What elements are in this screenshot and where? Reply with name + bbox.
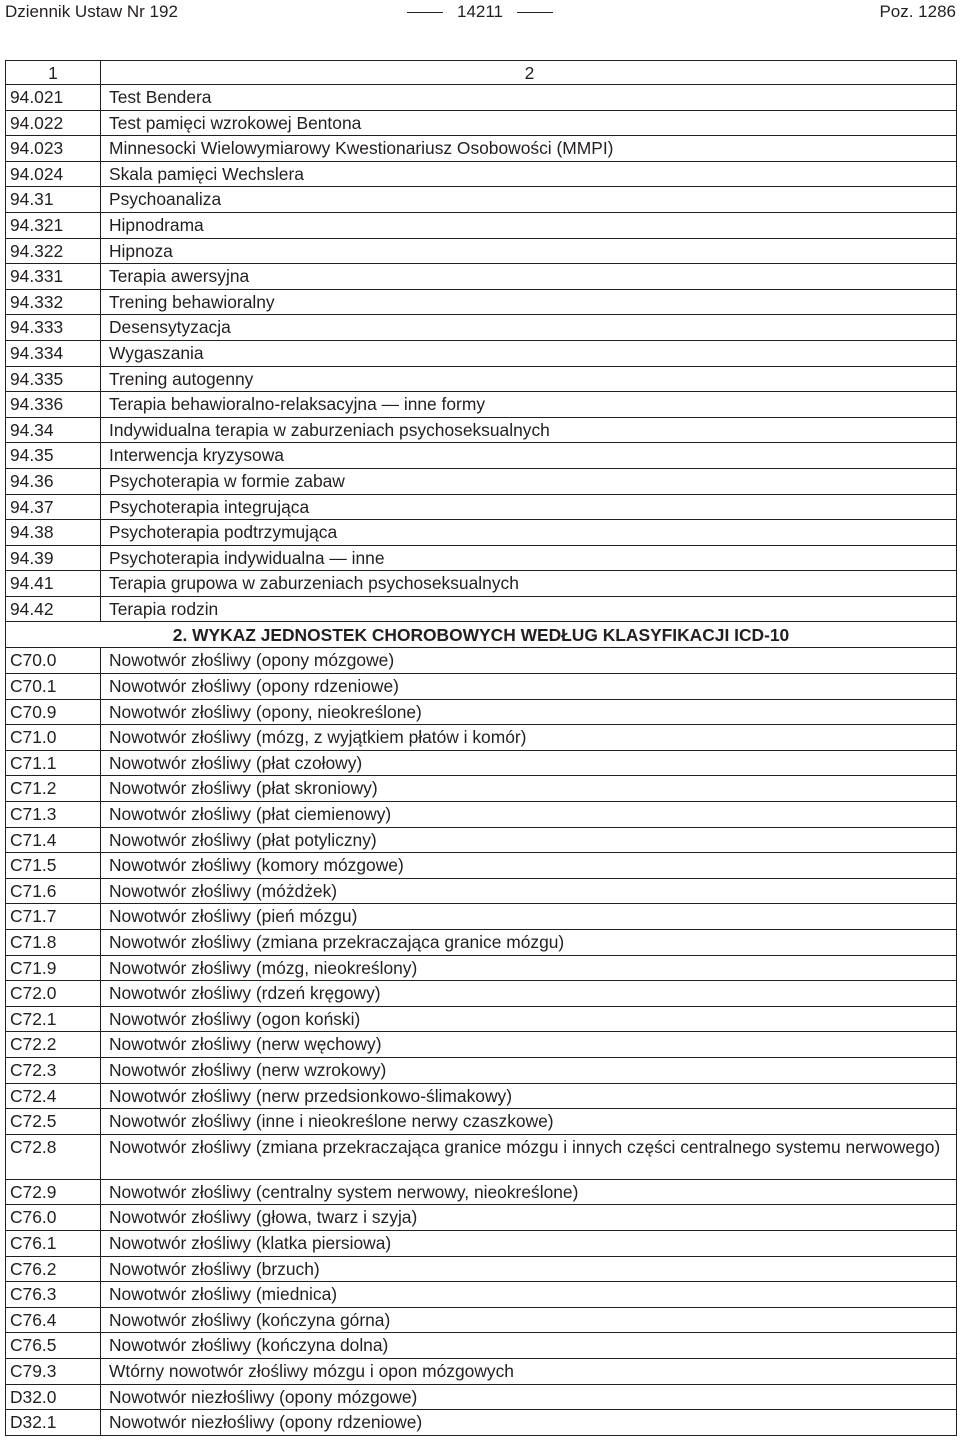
code-cell: C71.2 (6, 776, 101, 802)
description-cell: Nowotwór złośliwy (nerw wzrokowy) (101, 1057, 957, 1083)
description-cell: Nowotwór złośliwy (klatka piersiowa) (101, 1230, 957, 1256)
table-row (6, 366, 957, 392)
code-cell: C71.4 (6, 827, 101, 853)
code-cell: C72.0 (6, 981, 101, 1007)
description-cell: Nowotwór złośliwy (centralny system nerwowy, nieokreślone) (101, 1179, 957, 1205)
description-cell: Psychoterapia indywidualna — inne (101, 545, 957, 571)
table-row (6, 315, 957, 341)
table-row (6, 520, 957, 546)
table-row (6, 264, 957, 290)
description-cell: Psychoterapia integrująca (101, 494, 957, 520)
code-cell: C70.9 (6, 699, 101, 725)
table-row (6, 1006, 957, 1032)
table-row (6, 212, 957, 238)
code-cell: C71.1 (6, 750, 101, 776)
code-cell: 94.38 (6, 520, 101, 546)
code-cell: 94.31 (6, 187, 101, 213)
code-cell: 94.021 (6, 85, 101, 111)
codes-table (5, 60, 957, 1436)
description-cell: Hipnoza (101, 238, 957, 264)
table-row (6, 1205, 957, 1231)
code-cell: C72.5 (6, 1109, 101, 1135)
description-cell: Test Bendera (101, 85, 957, 111)
table-row (6, 571, 957, 597)
code-cell: C72.2 (6, 1032, 101, 1058)
section-heading-row (6, 622, 957, 648)
table-row (6, 136, 957, 162)
description-cell: Terapia grupowa w zaburzeniach psychoseksualnych (101, 571, 957, 597)
table-row (6, 1083, 957, 1109)
code-cell: 94.335 (6, 366, 101, 392)
table-row (6, 930, 957, 956)
dash-left (407, 12, 443, 13)
code-cell: C71.0 (6, 725, 101, 751)
table-row (6, 827, 957, 853)
description-cell: Nowotwór złośliwy (głowa, twarz i szyja) (101, 1205, 957, 1231)
table-row (6, 161, 957, 187)
code-cell: C72.1 (6, 1006, 101, 1032)
table-row (6, 674, 957, 700)
table-row (6, 468, 957, 494)
table-row (6, 981, 957, 1007)
table-row (6, 1333, 957, 1359)
code-cell: C70.0 (6, 648, 101, 674)
code-cell: C71.5 (6, 853, 101, 879)
column-header-2: 2 (101, 61, 957, 85)
dash-right (517, 12, 553, 13)
description-cell: Nowotwór złośliwy (zmiana przekraczająca granice mózgu i innych części centralnego systemu nerwowego) (101, 1134, 957, 1179)
description-cell: Minnesocki Wielowymiarowy Kwestionariusz Osobowości (MMPI) (101, 136, 957, 162)
table-row (6, 85, 957, 111)
description-cell: Nowotwór złośliwy (kończyna górna) (101, 1307, 957, 1333)
description-cell: Indywidualna terapia w zaburzeniach psychoseksualnych (101, 417, 957, 443)
table-row (6, 238, 957, 264)
description-cell: Nowotwór złośliwy (zmiana przekraczająca granice mózgu) (101, 930, 957, 956)
description-cell: Nowotwór złośliwy (miednica) (101, 1282, 957, 1308)
description-cell: Trening behawioralny (101, 289, 957, 315)
description-cell: Wygaszania (101, 340, 957, 366)
code-cell: 94.022 (6, 110, 101, 136)
table-row (6, 1384, 957, 1410)
table-row (6, 1410, 957, 1436)
table-row (6, 1358, 957, 1384)
code-cell: 94.34 (6, 417, 101, 443)
code-cell: 94.024 (6, 161, 101, 187)
description-cell: Skala pamięci Wechslera (101, 161, 957, 187)
table-row (6, 725, 957, 751)
code-cell: C79.3 (6, 1358, 101, 1384)
page-number-text: 14211 (456, 2, 503, 21)
description-cell: Hipnodrama (101, 212, 957, 238)
table-row (6, 494, 957, 520)
code-cell: C72.8 (6, 1134, 101, 1179)
code-cell: C71.7 (6, 904, 101, 930)
table-row (6, 187, 957, 213)
table-row (6, 1256, 957, 1282)
code-cell: C76.0 (6, 1205, 101, 1231)
description-cell: Nowotwór złośliwy (komory mózgowe) (101, 853, 957, 879)
code-cell: 94.336 (6, 392, 101, 418)
description-cell: Nowotwór złośliwy (ogon koński) (101, 1006, 957, 1032)
description-cell: Desensytyzacja (101, 315, 957, 341)
code-cell: D32.0 (6, 1384, 101, 1410)
description-cell: Terapia behawioralno-relaksacyjna — inne formy (101, 392, 957, 418)
code-cell: C71.8 (6, 930, 101, 956)
code-cell: 94.42 (6, 596, 101, 622)
description-cell: Nowotwór złośliwy (nerw przedsionkowo-ślimakowy) (101, 1083, 957, 1109)
code-cell: 94.35 (6, 443, 101, 469)
column-header-row (6, 61, 957, 85)
table-row (6, 545, 957, 571)
table-row (6, 648, 957, 674)
description-cell: Nowotwór złośliwy (opony rdzeniowe) (101, 674, 957, 700)
description-cell: Nowotwór złośliwy (mózg, nieokreślony) (101, 955, 957, 981)
table-row (6, 955, 957, 981)
code-cell: 94.331 (6, 264, 101, 290)
table-row (6, 340, 957, 366)
table-row (6, 1307, 957, 1333)
table-row (6, 1032, 957, 1058)
code-cell: C70.1 (6, 674, 101, 700)
code-cell: C76.1 (6, 1230, 101, 1256)
description-cell: Nowotwór złośliwy (opony, nieokreślone) (101, 699, 957, 725)
table-row (6, 1134, 957, 1179)
table-row (6, 750, 957, 776)
description-cell: Terapia rodzin (101, 596, 957, 622)
description-cell: Nowotwór złośliwy (rdzeń kręgowy) (101, 981, 957, 1007)
description-cell: Nowotwór złośliwy (inne i nieokreślone nerwy czaszkowe) (101, 1109, 957, 1135)
table-row (6, 1109, 957, 1135)
table-row (6, 110, 957, 136)
table-row (6, 878, 957, 904)
code-cell: 94.37 (6, 494, 101, 520)
description-cell: Test pamięci wzrokowej Bentona (101, 110, 957, 136)
code-cell: C76.3 (6, 1282, 101, 1308)
code-cell: C72.9 (6, 1179, 101, 1205)
code-cell: 94.36 (6, 468, 101, 494)
table-row (6, 596, 957, 622)
description-cell: Nowotwór złośliwy (płat potyliczny) (101, 827, 957, 853)
table-row (6, 392, 957, 418)
table-row (6, 289, 957, 315)
description-cell: Nowotwór złośliwy (brzuch) (101, 1256, 957, 1282)
code-cell: C71.3 (6, 802, 101, 828)
table-row (6, 1179, 957, 1205)
description-cell: Wtórny nowotwór złośliwy mózgu i opon mózgowych (101, 1358, 957, 1384)
description-cell: Interwencja kryzysowa (101, 443, 957, 469)
description-cell: Nowotwór złośliwy (płat czołowy) (101, 750, 957, 776)
codes-table-body (6, 61, 957, 1436)
description-cell: Terapia awersyjna (101, 264, 957, 290)
table-row (6, 853, 957, 879)
code-cell: C72.4 (6, 1083, 101, 1109)
code-cell: 94.334 (6, 340, 101, 366)
journal-title: Dziennik Ustaw Nr 192 (5, 2, 178, 21)
section-title: 2. WYKAZ JEDNOSTEK CHOROBOWYCH WEDŁUG KLASYFIKACJI ICD-10 (6, 622, 957, 648)
description-cell: Nowotwór złośliwy (opony mózgowe) (101, 648, 957, 674)
description-cell: Nowotwór złośliwy (nerw węchowy) (101, 1032, 957, 1058)
description-cell: Nowotwór złośliwy (mózg, z wyjątkiem płatów i komór) (101, 725, 957, 751)
description-cell: Nowotwór złośliwy (płat skroniowy) (101, 776, 957, 802)
description-cell: Psychoterapia w formie zabaw (101, 468, 957, 494)
position-label: Poz. 1286 (879, 2, 956, 21)
code-cell: 94.39 (6, 545, 101, 571)
code-cell: C76.2 (6, 1256, 101, 1282)
code-cell: C72.3 (6, 1057, 101, 1083)
description-cell: Nowotwór złośliwy (móżdżek) (101, 878, 957, 904)
code-cell: C71.9 (6, 955, 101, 981)
table-row (6, 776, 957, 802)
description-cell: Psychoanaliza (101, 187, 957, 213)
code-cell: 94.023 (6, 136, 101, 162)
description-cell: Trening autogenny (101, 366, 957, 392)
description-cell: Nowotwór niezłośliwy (opony rdzeniowe) (101, 1410, 957, 1436)
code-cell: 94.322 (6, 238, 101, 264)
description-cell: Nowotwór złośliwy (kończyna dolna) (101, 1333, 957, 1359)
code-cell: C76.5 (6, 1333, 101, 1359)
column-header-1: 1 (6, 61, 101, 85)
table-row (6, 1057, 957, 1083)
table-row (6, 1282, 957, 1308)
code-cell: D32.1 (6, 1410, 101, 1436)
table-row (6, 699, 957, 725)
page-number (0, 0, 960, 24)
code-cell: C76.4 (6, 1307, 101, 1333)
code-cell: 94.332 (6, 289, 101, 315)
table-row (6, 802, 957, 828)
description-cell: Nowotwór złośliwy (płat ciemienowy) (101, 802, 957, 828)
description-cell: Nowotwór niezłośliwy (opony mózgowe) (101, 1384, 957, 1410)
code-cell: 94.321 (6, 212, 101, 238)
page-header (0, 0, 960, 24)
code-cell: 94.41 (6, 571, 101, 597)
description-cell: Nowotwór złośliwy (pień mózgu) (101, 904, 957, 930)
code-cell: C71.6 (6, 878, 101, 904)
table-row (6, 417, 957, 443)
description-cell: Psychoterapia podtrzymująca (101, 520, 957, 546)
table-row (6, 443, 957, 469)
code-cell: 94.333 (6, 315, 101, 341)
table-row (6, 904, 957, 930)
table-row (6, 1230, 957, 1256)
